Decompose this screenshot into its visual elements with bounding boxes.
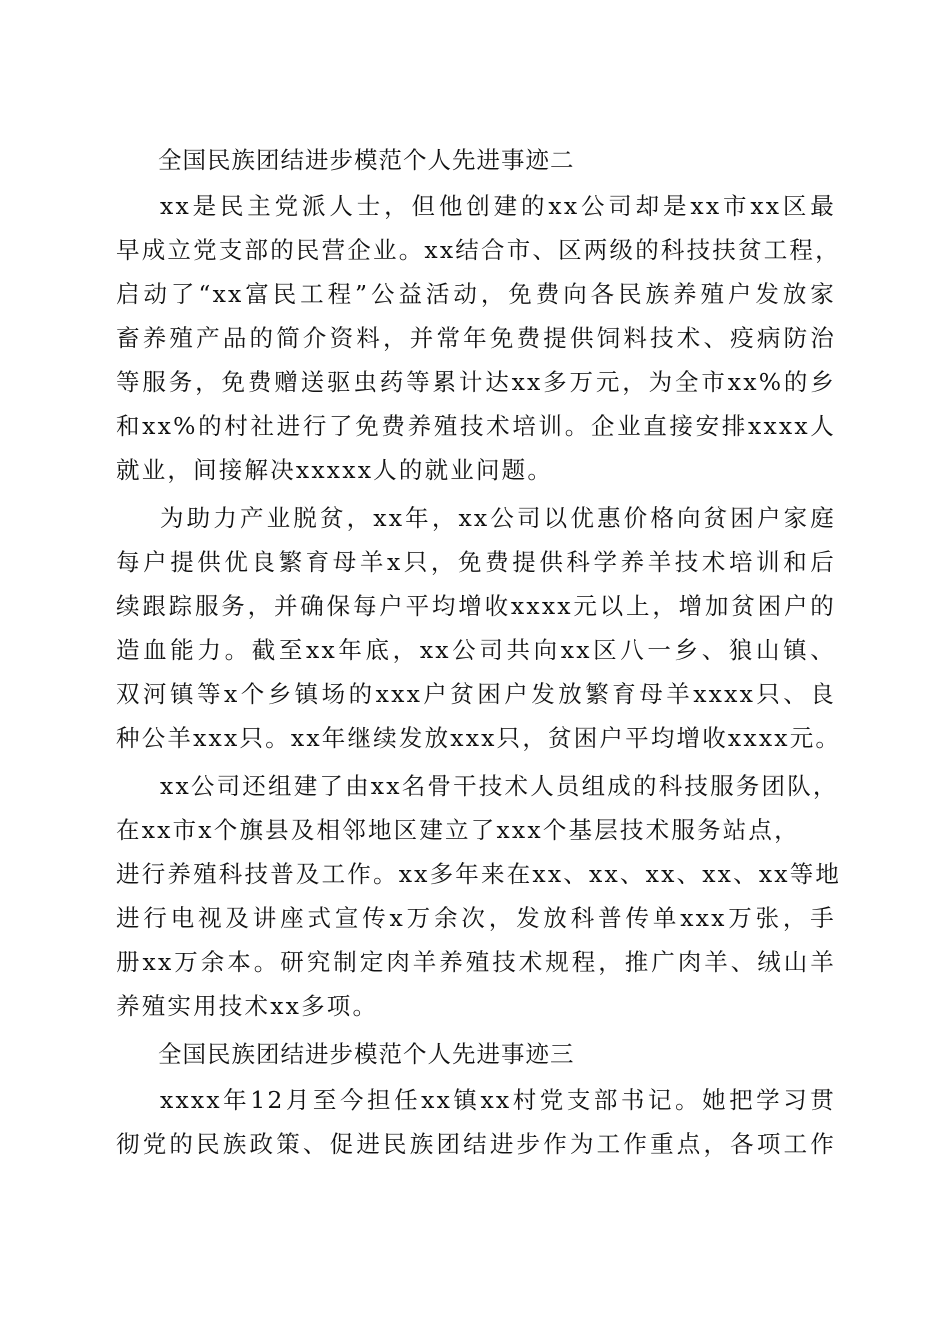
paragraph-line: 为助力产业脱贫，xx年，xx公司以优惠价格向贫困户家庭 xyxy=(160,504,836,532)
document-body xyxy=(116,138,842,1166)
paragraph-line: 每户提供优良繁育母羊x只，免费提供科学养羊技术培训和后 xyxy=(116,548,836,576)
paragraph-line: 彻党的民族政策、促进民族团结进步作为工作重点，各项工作 xyxy=(116,1130,836,1158)
paragraph xyxy=(116,1078,836,1166)
paragraph-line: 进行养殖科技普及工作。xx多年来在xx、xx、xx、xx、xx等地 xyxy=(116,860,842,888)
paragraph-line: 双河镇等x个乡镇场的xxx户贫困户发放繁育母羊xxxx只、良 xyxy=(116,680,836,708)
paragraph-line: 种公羊xxx只。xx年继续发放xxx只，贫困户平均增收xxxx元。 xyxy=(116,724,842,752)
paragraph xyxy=(116,764,842,1028)
paragraph-line: 续跟踪服务，并确保每户平均增收xxxx元以上，增加贫困户的 xyxy=(116,592,836,620)
paragraph-line: xx公司还组建了由xx名骨干技术人员组成的科技服务团队， xyxy=(160,772,839,800)
section-heading: 全国民族团结进步模范个人先进事迹二 xyxy=(158,146,575,174)
paragraph-line: 在xx市x个旗县及相邻地区建立了xxx个基层技术服务站点， xyxy=(116,816,800,844)
paragraph xyxy=(116,184,841,492)
paragraph-line: 启动了“xx富民工程”公益活动，免费向各民族养殖户发放家 xyxy=(116,280,836,308)
paragraph-line: 和xx%的村社进行了免费养殖技术培训。企业直接安排xxxx人 xyxy=(116,412,836,440)
paragraph-line: xxxx年12月至今担任xx镇xx村党支部书记。她把学习贯 xyxy=(160,1086,836,1114)
paragraph-line: 进行电视及讲座式宣传x万余次，发放科普传单xxx万张，手 xyxy=(116,904,836,932)
paragraph-line: 造血能力。截至xx年底，xx公司共向xx区八一乡、狼山镇、 xyxy=(116,636,836,664)
paragraph-line: 就业，间接解决xxxxx人的就业问题。 xyxy=(116,456,554,484)
section-heading: 全国民族团结进步模范个人先进事迹三 xyxy=(158,1040,575,1068)
paragraph-line: 畜养殖产品的简介资料，并常年免费提供饲料技术、疫病防治 xyxy=(116,324,836,352)
paragraph-line: 等服务，免费赠送驱虫药等累计达xx多万元，为全市xx%的乡 xyxy=(116,368,836,396)
paragraph-line: 早成立党支部的民营企业。xx结合市、区两级的科技扶贫工程， xyxy=(116,236,841,264)
paragraph xyxy=(116,496,842,760)
paragraph-line: 养殖实用技术xx多项。 xyxy=(116,992,379,1020)
paragraph-line: 册xx万余本。研究制定肉羊养殖技术规程，推广肉羊、绒山羊 xyxy=(116,948,836,976)
paragraph-line: xx是民主党派人士，但他创建的xx公司却是xx市xx区最 xyxy=(160,192,836,220)
